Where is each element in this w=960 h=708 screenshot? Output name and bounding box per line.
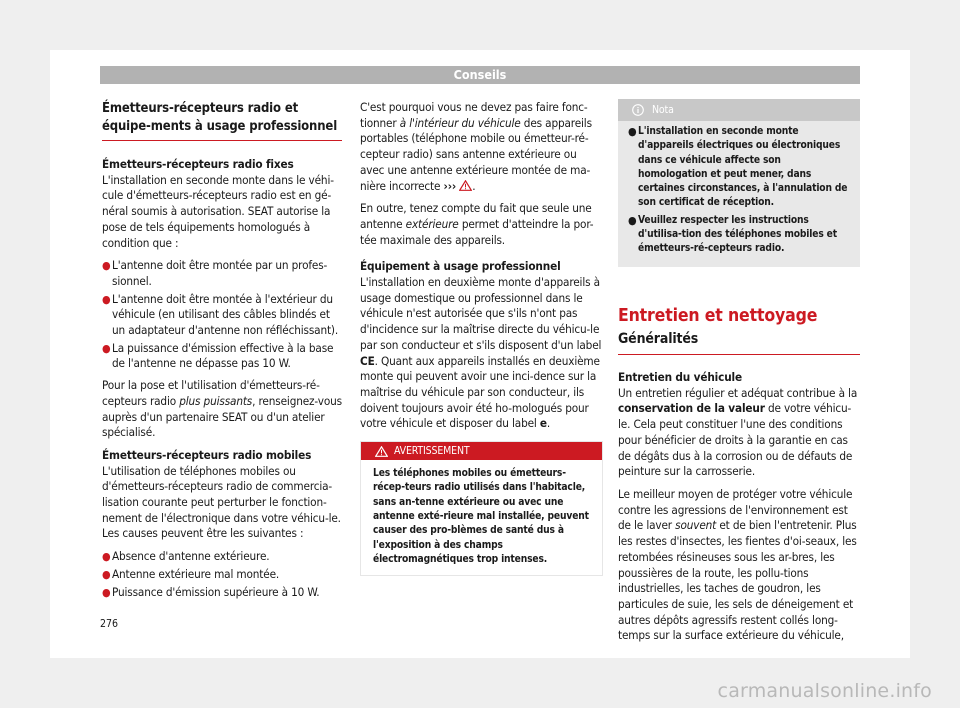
bullet-icon: ●	[102, 585, 111, 599]
chapter-header	[100, 66, 860, 84]
column-right	[618, 99, 860, 651]
bullet-list	[102, 258, 342, 372]
cross-reference-arrow[interactable]: ›››	[443, 178, 457, 193]
warning-title: AVERTISSEMENT	[394, 445, 470, 458]
list-item: ● L'installation en seconde monte d'appareils électriques ou électroniques dans ce véhicule affecte son homologation et peut mener, dans certaines circonstances, à l'annulation de son certificat de réception.	[628, 125, 848, 211]
bullet-icon: ●	[102, 341, 111, 355]
warning-header	[361, 442, 602, 460]
bullet-icon: ●	[102, 259, 111, 273]
watermark: carmanualsonline.info	[717, 680, 932, 702]
ce-label: CE	[360, 353, 375, 368]
paragraph: L'installation en seconde monte dans le véhi-cule d'émetteurs-récepteurs radio est en gé-néral soumis à autorisation. SEAT autorise la pose de tels équipements homologués à condition que :	[102, 172, 334, 250]
list-item: ● La puissance d'émission effective à la base de l'antenne ne dépasse pas 10 W.	[102, 340, 334, 371]
column-middle	[360, 100, 603, 576]
bullet-icon: ●	[102, 292, 111, 306]
bullet-icon: ●	[628, 213, 637, 227]
paragraph: En outre, tenez compte du fait que seule une antenne extérieure permet d'atteindre la por-tée maximale des appareils.	[360, 201, 594, 247]
note-title: Nota	[652, 104, 674, 116]
list-item: ● L'antenne doit être montée par un profes-sionnel.	[102, 258, 328, 288]
bullet-icon: ●	[102, 567, 111, 581]
list-item: ● L'antenne doit être montée à l'extérieur du véhicule (en utilisant des câbles blindés et un adaptateur d'antenne non réfléchissant).	[102, 291, 339, 338]
page-number: 276	[100, 618, 119, 630]
paragraph: L'installation en deuxième monte d'appareils à usage domestique ou professionnel dans le véhicule n'est autorisée que s'ils n'ont pas d'incidence sur la maîtrise directe du véhicu-le par son conducteur et s'ils disposent d'un label CE. Quant aux appareils installés en deuxième monte qui peuvent avoir une inci-dence sur la maîtrise du véhicule par son conducteur, ils doivent toujours avoir été ho-mologués pour votre véhicule et disposer du label e.	[360, 275, 602, 431]
bullet-list	[102, 549, 342, 600]
note-header	[618, 99, 860, 121]
list-item: ● Absence d'antenne extérieure.	[102, 549, 270, 564]
e-label: e	[539, 416, 547, 431]
section-title: Émetteurs-récepteurs radio et équipe-ments à usage professionnel	[102, 100, 342, 141]
note-box	[618, 99, 860, 267]
subheading-fixed-radio: Émetteurs-récepteurs radio fixes	[102, 157, 294, 171]
bullet-icon: ●	[628, 125, 637, 138]
paragraph: Un entretien régulier et adéquat contribue à la conservation de la valeur de votre véhicu-le. Cela peut constituer l'une des conditions pour bénéficier de droits à la garantie en cas de dégâts dus à la corrosion ou de défauts de peinture sur la carrosserie.	[618, 385, 858, 479]
chapter-heading: Entretien et nettoyage	[618, 305, 818, 326]
warning-text: Les téléphones mobiles ou émetteurs-récep-teurs radio utilisés dans l'habitacle, sans an-tenne extérieure ou avec une antenne exté-rieure mal installée, peuvent causer des pro-blèmes de santé dus à l'exposition à des champs électromagnétiques trop intenses.	[373, 468, 589, 565]
list-item: ● Antenne extérieure mal montée.	[102, 566, 280, 581]
subheading-professional: Équipement à usage professionnel	[360, 259, 561, 274]
subheading-mobile-radio: Émetteurs-récepteurs radio mobiles	[102, 447, 312, 462]
note-text	[618, 121, 860, 267]
paragraph: Le meilleur moyen de protéger votre véhicule contre les agressions de l'environnement est de le laver souvent et de bien l'entretenir. Plus les restes d'insectes, les fientes d'oi-seaux, les retombées résineuses sous les ar-bres, les poussières de la route, les pollu-tions industrielles, les taches de goudron, les particules de suie, les sels de déneigement et autres dépôts agressifs restent collés long-temps sur la surface extérieure du véhicule,	[618, 487, 857, 643]
bullet-icon: ●	[102, 550, 111, 564]
section-heading: Généralités	[618, 332, 860, 355]
list-item: ● Veuillez respecter les instructions d'utilisa-tion des téléphones mobiles et émetteurs-ré-cepteurs radio.	[628, 214, 848, 257]
column-left	[102, 97, 342, 602]
subheading-maintenance: Entretien du véhicule	[618, 370, 742, 385]
warning-icon	[375, 446, 388, 457]
list-item: ● Puissance d'émission supérieure à 10 W.	[102, 584, 320, 599]
chapter-title: Conseils	[453, 67, 507, 82]
warning-box	[360, 441, 603, 576]
info-icon	[632, 104, 644, 116]
paragraph: C'est pourquoi vous ne devez pas faire fonc-tionner à l'intérieur du véhicule des appareils portables (téléphone mobile ou émetteur-ré-cepteur radio) sans antenne extérieure ou avec une antenne extérieure montée de ma-nière incorrecte ››› .	[360, 100, 592, 193]
paragraph: Pour la pose et l'utilisation d'émetteurs-ré-cepteurs radio plus puissants, renseignez-vous auprès d'un partenaire SEAT ou d'un atelier spécialisé.	[102, 378, 342, 440]
warning-triangle-icon	[459, 180, 472, 191]
paragraph: L'utilisation de téléphones mobiles ou d'émetteurs-récepteurs radio de commercia-lisation courante peut perturber le fonction-nement de l'électronique dans votre véhicu-le. Les causes peuvent être les suivantes :	[102, 463, 341, 541]
